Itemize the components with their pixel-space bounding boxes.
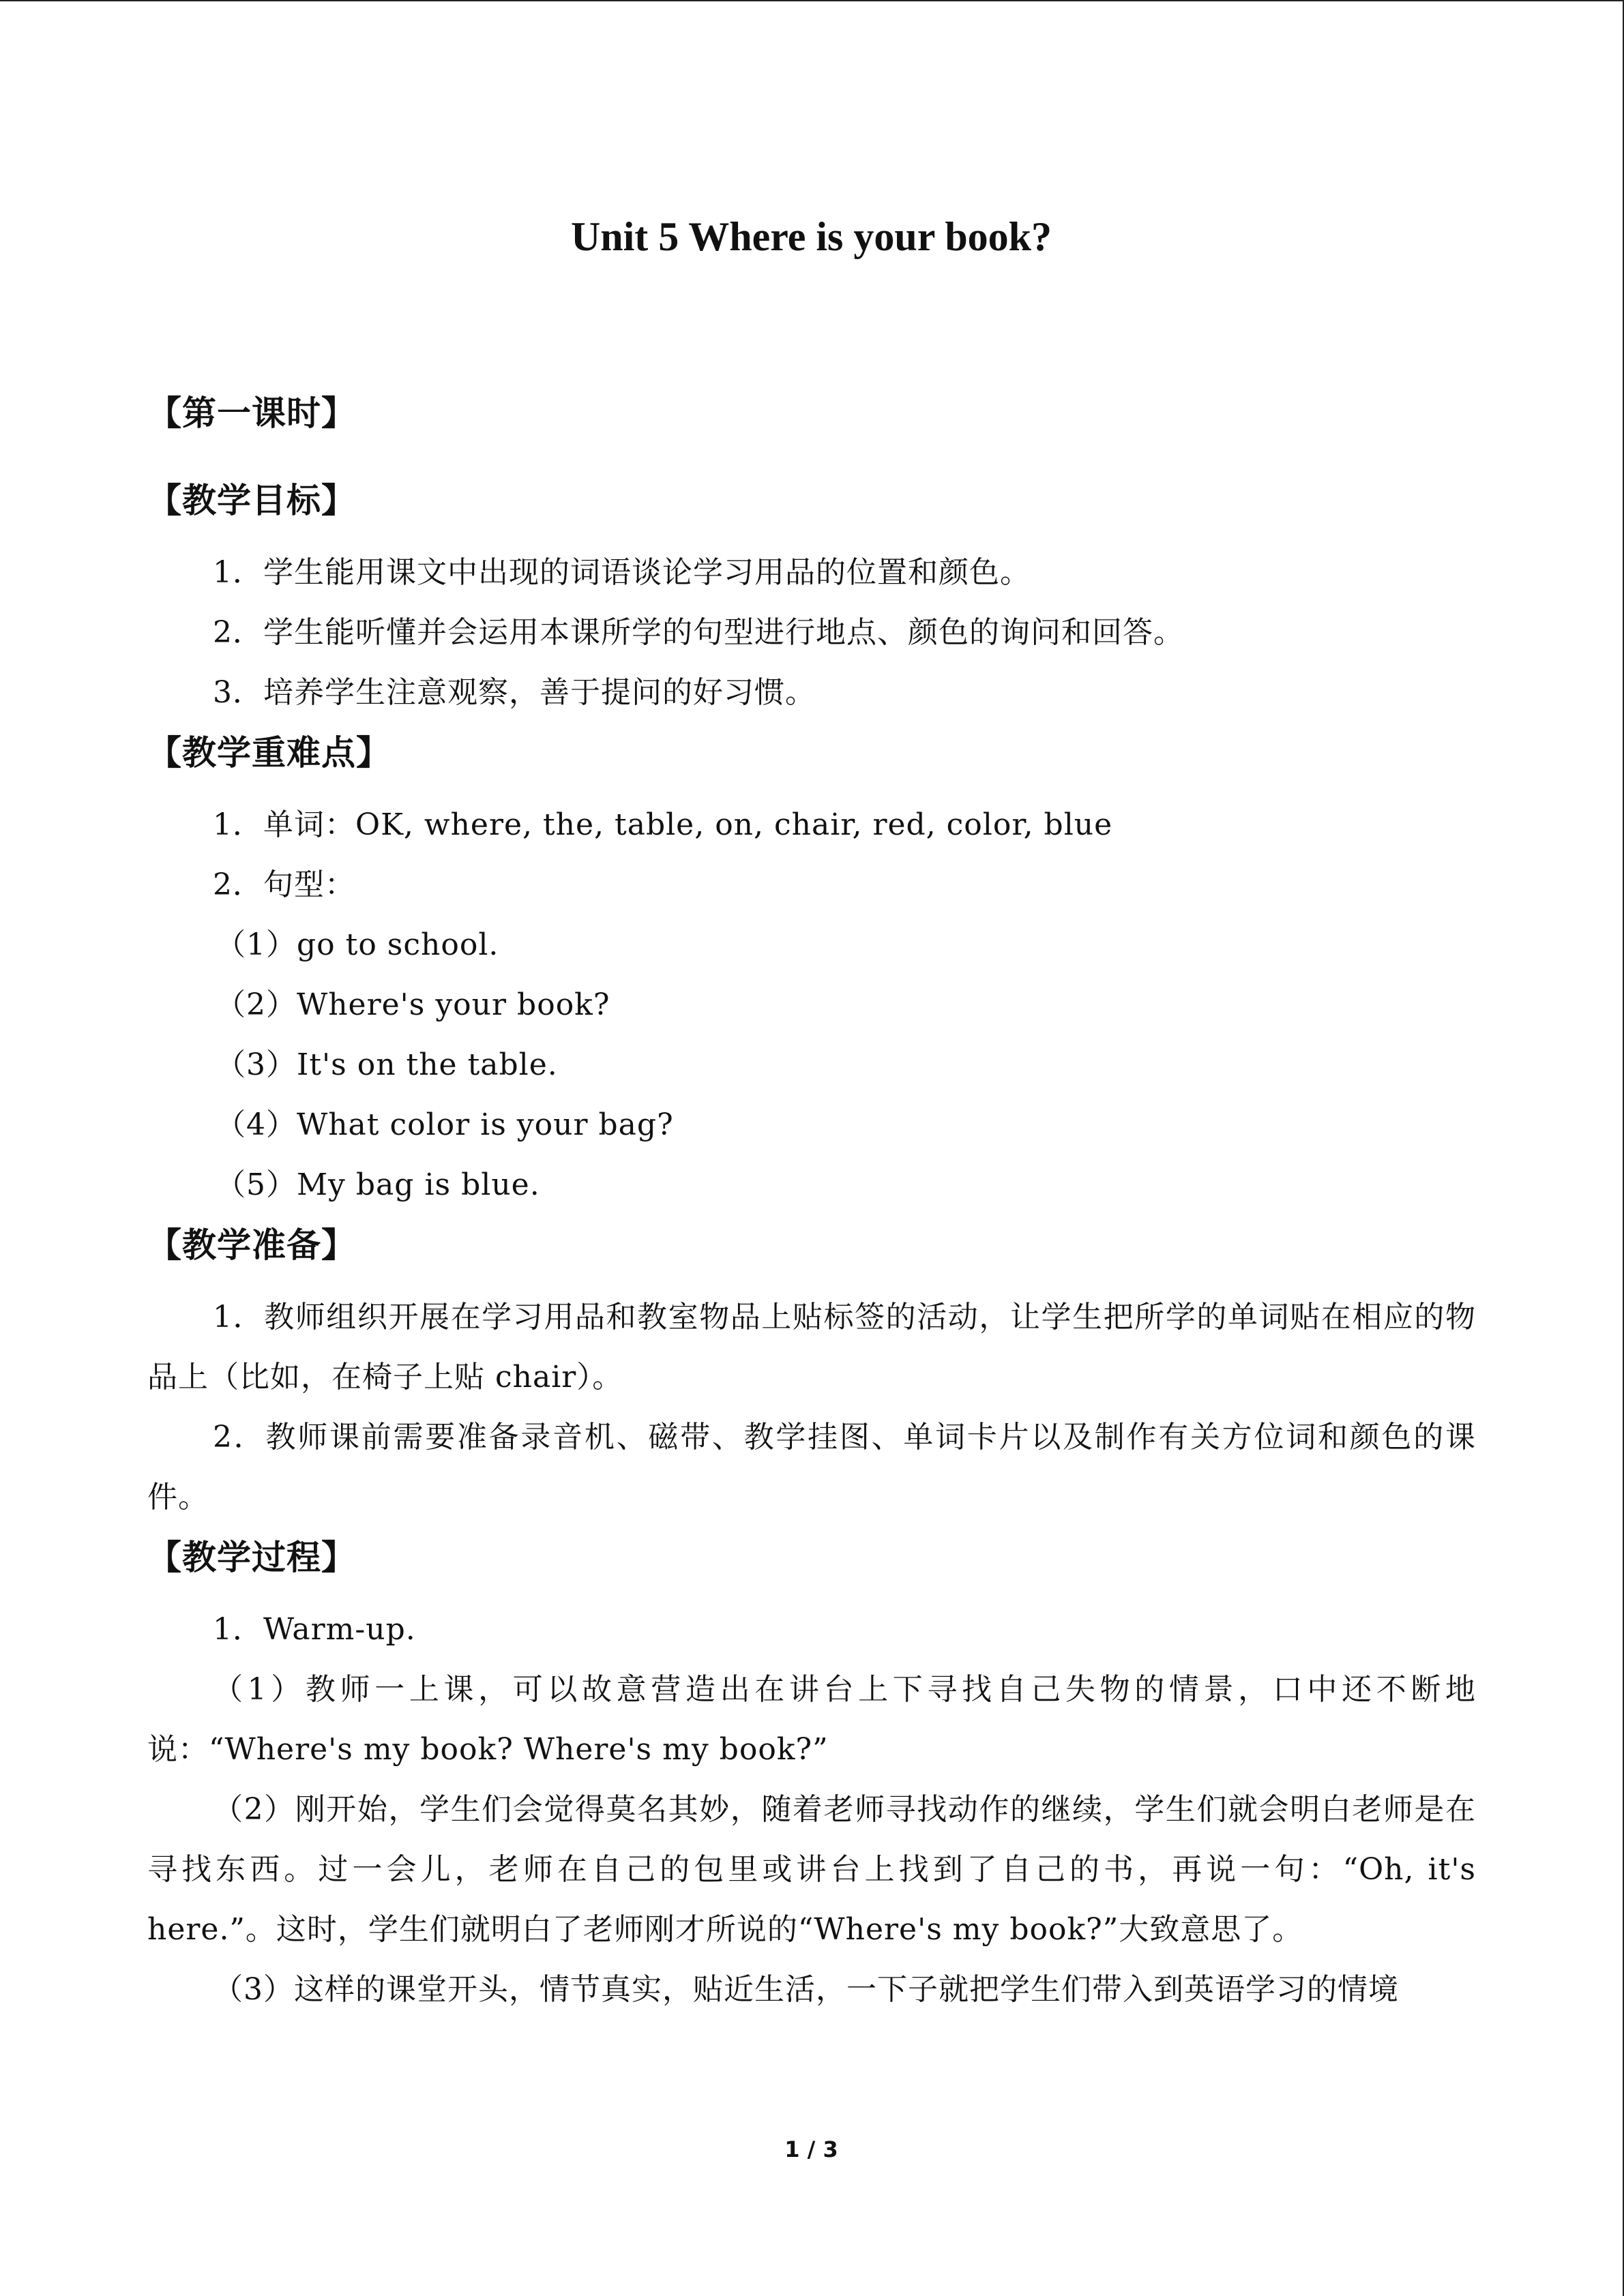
document-body <box>147 383 1476 2020</box>
section-heading-process: 【教学过程】 <box>147 1538 356 1577</box>
objective-item: 2．学生能听懂并会运用本课所学的句型进行地点、颜色的询问和回答。 <box>213 615 1184 650</box>
preparation-paragraph: 1．教师组织开展在学习用品和教室物品上贴标签的活动，让学生把所学的单词贴在相应的物品上（比如，在椅子上贴 chair）。 <box>147 1300 1476 1395</box>
preparation-paragraph: 2．教师课前需要准备录音机、磁带、教学挂图、单词卡片以及制作有关方位词和颜色的课件。 <box>147 1420 1476 1515</box>
pattern-item: （2）Where's your book? <box>216 987 610 1022</box>
pattern-item: （3）It's on the table. <box>216 1047 558 1082</box>
key-point-patterns-label: 2．句型： <box>213 867 355 902</box>
process-step-warmup: 1．Warm-up. <box>213 1612 416 1647</box>
document-title: Unit 5 Where is your book? <box>570 214 1052 259</box>
section-heading-key-points: 【教学重难点】 <box>147 733 391 773</box>
section-heading-objectives: 【教学目标】 <box>147 481 356 520</box>
process-paragraph: （3）这样的课堂开头，情节真实，贴近生活，一下子就把学生们带入到英语学习的情境 <box>213 1972 1399 2007</box>
page-number: 1 / 3 <box>784 2136 838 2162</box>
process-paragraph: （1）教师一上课，可以故意营造出在讲台上下寻找自己失物的情景，口中还不断地说：“Where's my book? Where's my book?” <box>147 1672 1476 1767</box>
objective-item: 3．培养学生注意观察，善于提问的好习惯。 <box>213 675 816 710</box>
section-heading-preparation: 【教学准备】 <box>147 1225 356 1265</box>
process-paragraph: （2）刚开始，学生们会觉得莫名其妙，随着老师寻找动作的继续，学生们就会明白老师是在寻找东西。过一会儿，老师在自己的包里或讲台上找到了自己的书，再说一句：“Oh, it's here.”。这时，学生们就明白了老师刚才所说的“Where's my book?”大致意思了。 <box>147 1792 1476 1947</box>
pattern-item: （5）My bag is blue. <box>216 1167 540 1202</box>
pattern-item: （1）go to school. <box>216 927 499 962</box>
objective-item: 1．学生能用课文中出现的词语谈论学习用品的位置和颜色。 <box>213 555 1031 590</box>
pattern-item: （4）What color is your bag? <box>216 1107 674 1142</box>
section-heading-lesson: 【第一课时】 <box>147 393 356 433</box>
key-point-vocab: 1．单词：OK, where, the, table, on, chair, red, color, blue <box>213 807 1113 842</box>
